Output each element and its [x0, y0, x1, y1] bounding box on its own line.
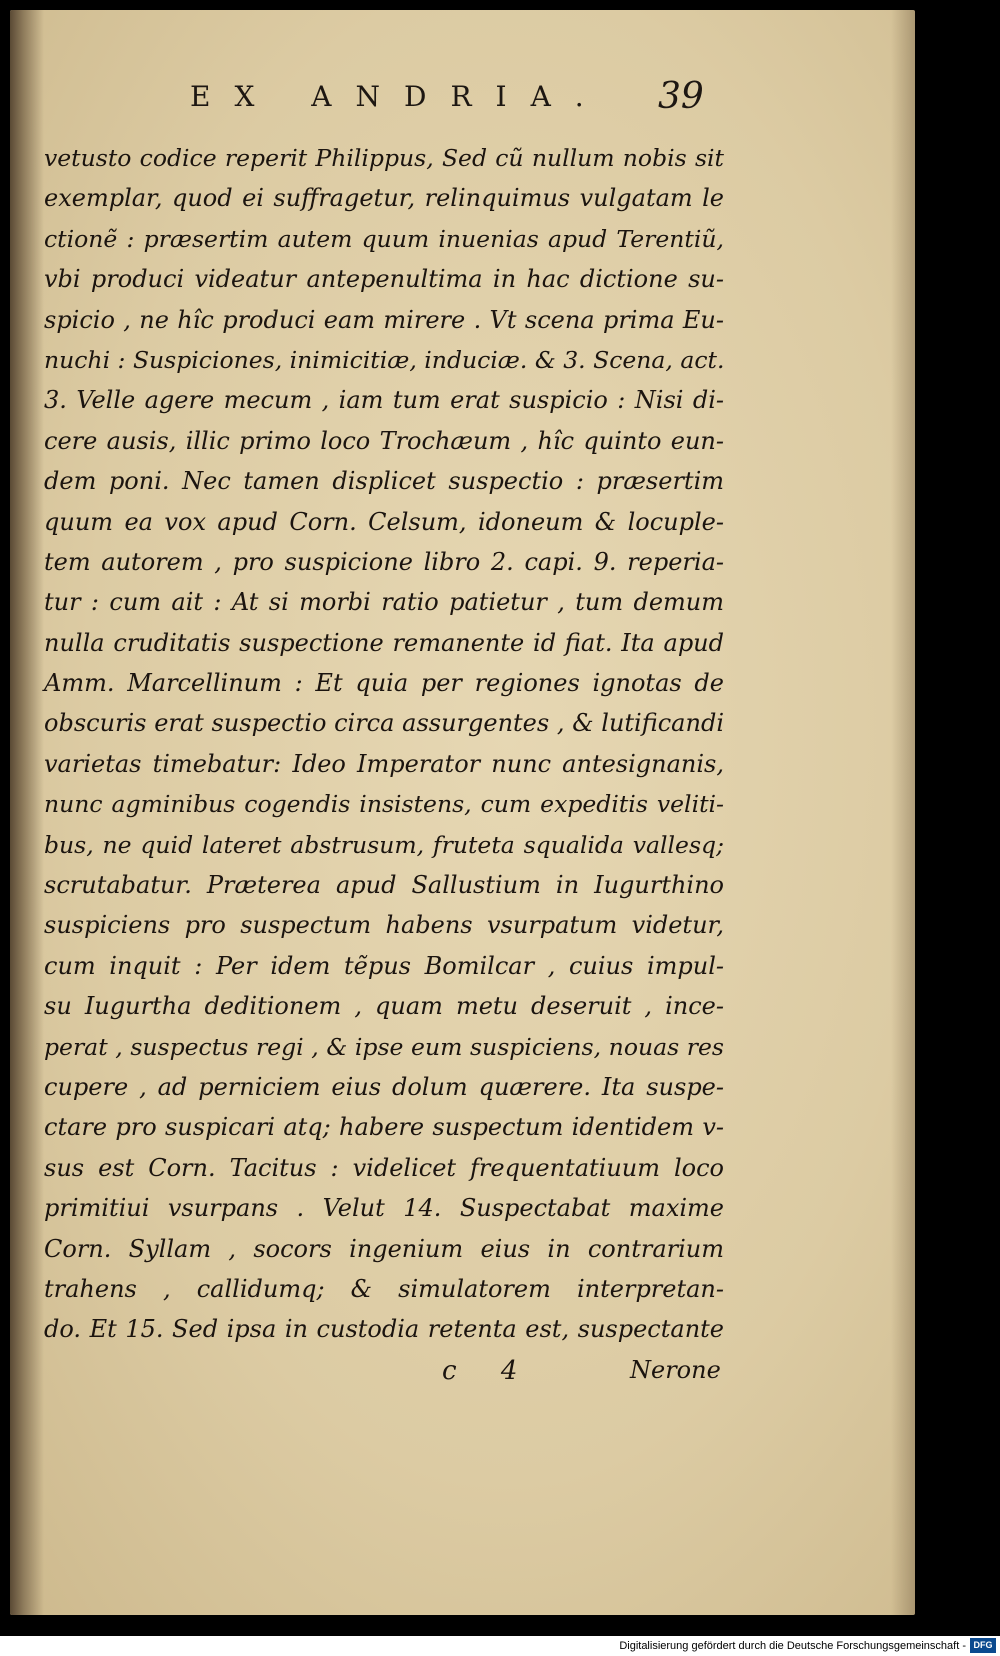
text-line: bus, ne quid lateret abstrusum, fruteta squalida vallesq;	[44, 830, 724, 859]
text-line: scrutabatur. Præterea apud Sallustium in Iugurthino	[44, 871, 724, 900]
text-line: perat , suspectus regi , & ipse eum suspiciens, nouas res	[44, 1032, 724, 1061]
text-line: obscuris erat suspectio circa assurgentes , & lutificandi	[44, 709, 724, 738]
text-line: suspiciens pro suspectum habens vsurpatum videtur,	[44, 911, 724, 940]
text-line: spicio , ne hîc produci eam mirere . Vt scena prima Eu-	[44, 305, 724, 334]
text-line: nunc agminibus cogendis insistens, cum expeditis veliti-	[44, 790, 724, 819]
running-head: EX ANDRIA.	[190, 80, 608, 113]
text-line: cum inquit : Per idem tẽpus Bomilcar , cuius impul-	[44, 951, 724, 980]
page-number: 39	[658, 76, 704, 117]
text-line: quum ea vox apud Corn. Celsum, idoneum & locuple-	[44, 507, 724, 536]
text-line: do. Et 15. Sed ipsa in custodia retenta est, suspectante	[44, 1315, 724, 1344]
page-gutter	[10, 10, 44, 1615]
text-line: vbi produci videatur antepenultima in hac dictione su-	[44, 265, 724, 294]
text-line: vetusto codice reperit Philippus, Sed cũ nullum nobis sit	[44, 144, 724, 172]
book-page	[10, 10, 915, 1615]
text-line: varietas timebatur: Ideo Imperator nunc antesignanis,	[44, 749, 724, 778]
text-line: Amm. Marcellinum : Et quia per regiones ignotas de	[44, 669, 724, 698]
text-line: su Iugurtha deditionem , quam metu deseruit , ince-	[44, 992, 724, 1021]
signature-mark: c 4	[442, 1356, 536, 1386]
text-line: nuchi : Suspiciones, inimicitiæ, induciæ. & 3. Scena, act.	[44, 345, 725, 374]
text-line: dem poni. Nec tamen displicet suspectio : præsertim	[44, 467, 724, 496]
footer-credit: Digitalisierung gefördert durch die Deutsche Forschungsgemeinschaft -	[619, 1640, 966, 1652]
text-line: ctare pro suspicari atq; habere suspectum identidem v-	[44, 1113, 724, 1142]
text-line: sus est Corn. Tacitus : videlicet frequentatiuum loco	[44, 1153, 724, 1182]
body-text	[44, 138, 724, 1350]
text-line: primitiui vsurpans . Velut 14. Suspectabat maxime	[44, 1194, 724, 1223]
text-line: nulla cruditatis suspectione remanente id fiat. Ita apud	[44, 628, 724, 657]
text-line: ctionẽ : præsertim autem quum inuenias apud Terentiũ,	[44, 224, 724, 253]
text-line: Corn. Syllam , socors ingenium eius in contrarium	[44, 1234, 724, 1263]
page-edge-shadow	[891, 10, 915, 1615]
text-line: trahens , callidumq; & simulatorem interpretan-	[44, 1274, 724, 1303]
text-line: exemplar, quod ei suffragetur, relinquimus vulgatam le	[44, 184, 724, 213]
text-line: 3. Velle agere mecum , iam tum erat suspicio : Nisi di-	[44, 386, 724, 415]
text-line: cere ausis, illic primo loco Trochæum , hîc quinto eun-	[44, 426, 724, 455]
digitization-footer	[0, 1636, 1000, 1656]
text-line: tem autorem , pro suspicione libro 2. capi. 9. reperia-	[44, 547, 724, 576]
text-line: cupere , ad perniciem eius dolum quærere. Ita suspe-	[44, 1072, 724, 1101]
dfg-logo: DFG	[970, 1638, 996, 1653]
text-line: tur : cum ait : At si morbi ratio patietur , tum demum	[44, 588, 724, 617]
catchword: Nerone	[630, 1356, 721, 1384]
